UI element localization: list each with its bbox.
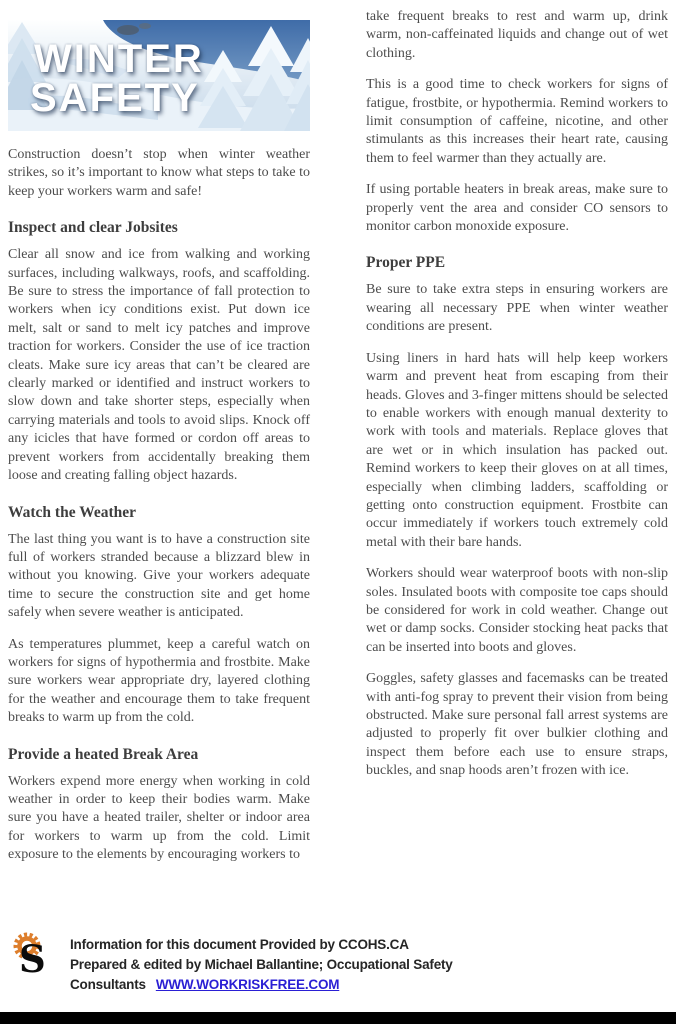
footer-line2 (70, 955, 676, 995)
body-paragraph: This is a good time to check workers for signs of fatigue, frostbite, or hypothermia. Remind workers to limit consumption of caffeine, nicotine, and other stimulants as this increases their heart rate, causing them to feel warmer than they actually are. (366, 77, 668, 166)
body-paragraph: Workers should wear waterproof boots with non-slip soles. Insulated boots with composite toe caps should be considered for work in cold weather. Change out wet or damp socks. Consider stocking heat packs that can be inserted into boots and gloves. (366, 566, 668, 655)
osc-gear-s-logo-icon (12, 932, 54, 980)
workriskfree-link[interactable]: WWW.WORKRISKFREE.COM (155, 977, 340, 992)
body-paragraph: Be sure to take extra steps in ensuring workers are wearing all necessary PPE when winter weather conditions are present. (366, 282, 668, 335)
hero-title (30, 37, 204, 120)
footer (12, 932, 676, 995)
body-paragraph: The last thing you want is to have a construction site full of workers stranded because a blizzard blew in without you knowing. Give your workers adequate time to secure the construction site and get home safely when severe weather is anticipated. (8, 531, 310, 621)
left-column (8, 0, 310, 878)
body-paragraph: Workers expend more energy when working in cold weather in order to keep their bodies warm. Make sure you have a heated trailer, shelter or indoor area for workers to warm up from the cold. Limit exposure to the elements by encouraging workers to (8, 773, 310, 863)
section-heading-proper-ppe: Proper PPE (366, 254, 446, 272)
right-column (366, 0, 668, 878)
body-paragraph: Using liners in hard hats will help keep workers warm and prevent heat from escaping from their heads. Gloves and 3-finger mittens should be selected to enable workers with enough manual dexterity to work with tools and materials. Replace gloves that are wet or in which insulation has packed out. Remind workers to keep their gloves on at all times, especially when climbing ladders, scaffolding or getting onto construction equipment. Frostbite can occur immediately if workers touch extremely cold metal with their bare hands. (366, 350, 668, 550)
hero-title-line2: SAFETY (30, 76, 200, 120)
body-paragraph: As temperatures plummet, keep a careful watch on workers for signs of hypothermia and frostbite. Make sure workers wear appropriate dry, layered clothing for the weather and encourage them to take frequent breaks to warm up from the cold. (8, 636, 310, 726)
winter-safety-hero-image (8, 20, 310, 131)
bottom-black-bar (0, 1012, 676, 1024)
hero-title-line1: WINTER (34, 37, 204, 81)
section-heading-heated-break-area: Provide a heated Break Area (8, 745, 199, 763)
footer-text (70, 932, 676, 995)
footer-line1: Information for this document Provided by CCOHS.CA (70, 937, 409, 952)
section-heading-watch-weather: Watch the Weather (8, 503, 137, 521)
body-paragraph: Goggles, safety glasses and facemasks can be treated with anti-fog spray to prevent their vision from being obstructed. Make sure personal fall arrest systems are adjusted to properly fit over bulkier clothing and inspect them before each use to ensure straps, buckles, and snap hoods aren’t frozen with ice. (366, 671, 668, 779)
body-paragraph: Construction doesn’t stop when winter weather strikes, so it’s important to know what steps to take to keep your workers warm and safe! (8, 147, 310, 199)
body-paragraph: If using portable heaters in break areas, make sure to properly vent the area and consider CO sensors to monitor carbon monoxide exposure. (366, 182, 668, 235)
body-paragraph: take frequent breaks to rest and warm up, drink warm, non-caffeinated liquids and change out of wet clothing. (366, 9, 668, 61)
section-heading-inspect-jobsites: Inspect and clear Jobsites (8, 219, 178, 237)
body-paragraph: Clear all snow and ice from walking and working surfaces, including walkways, roofs, and scaffolding. Be sure to stress the importance of fall protection to workers when icy conditions exist. Put down ice melt, salt or sand to melt icy patches and improve traction for workers. Consider the use of ice traction cleats. Make sure icy areas that can’t be cleared are clearly marked or identified and instruct workers to slow down and take shorter steps, especially when carrying materials and tools to avoid slips. Knock off any icicles that have formed or cordon off areas to prevent workers from accidentally breaking them loose and creating falling object hazards. (8, 247, 310, 484)
footer-line2-text: Prepared & edited by Michael Ballantine; Occupational Safety Consultants (70, 957, 453, 992)
svg-text:S: S (19, 937, 46, 980)
